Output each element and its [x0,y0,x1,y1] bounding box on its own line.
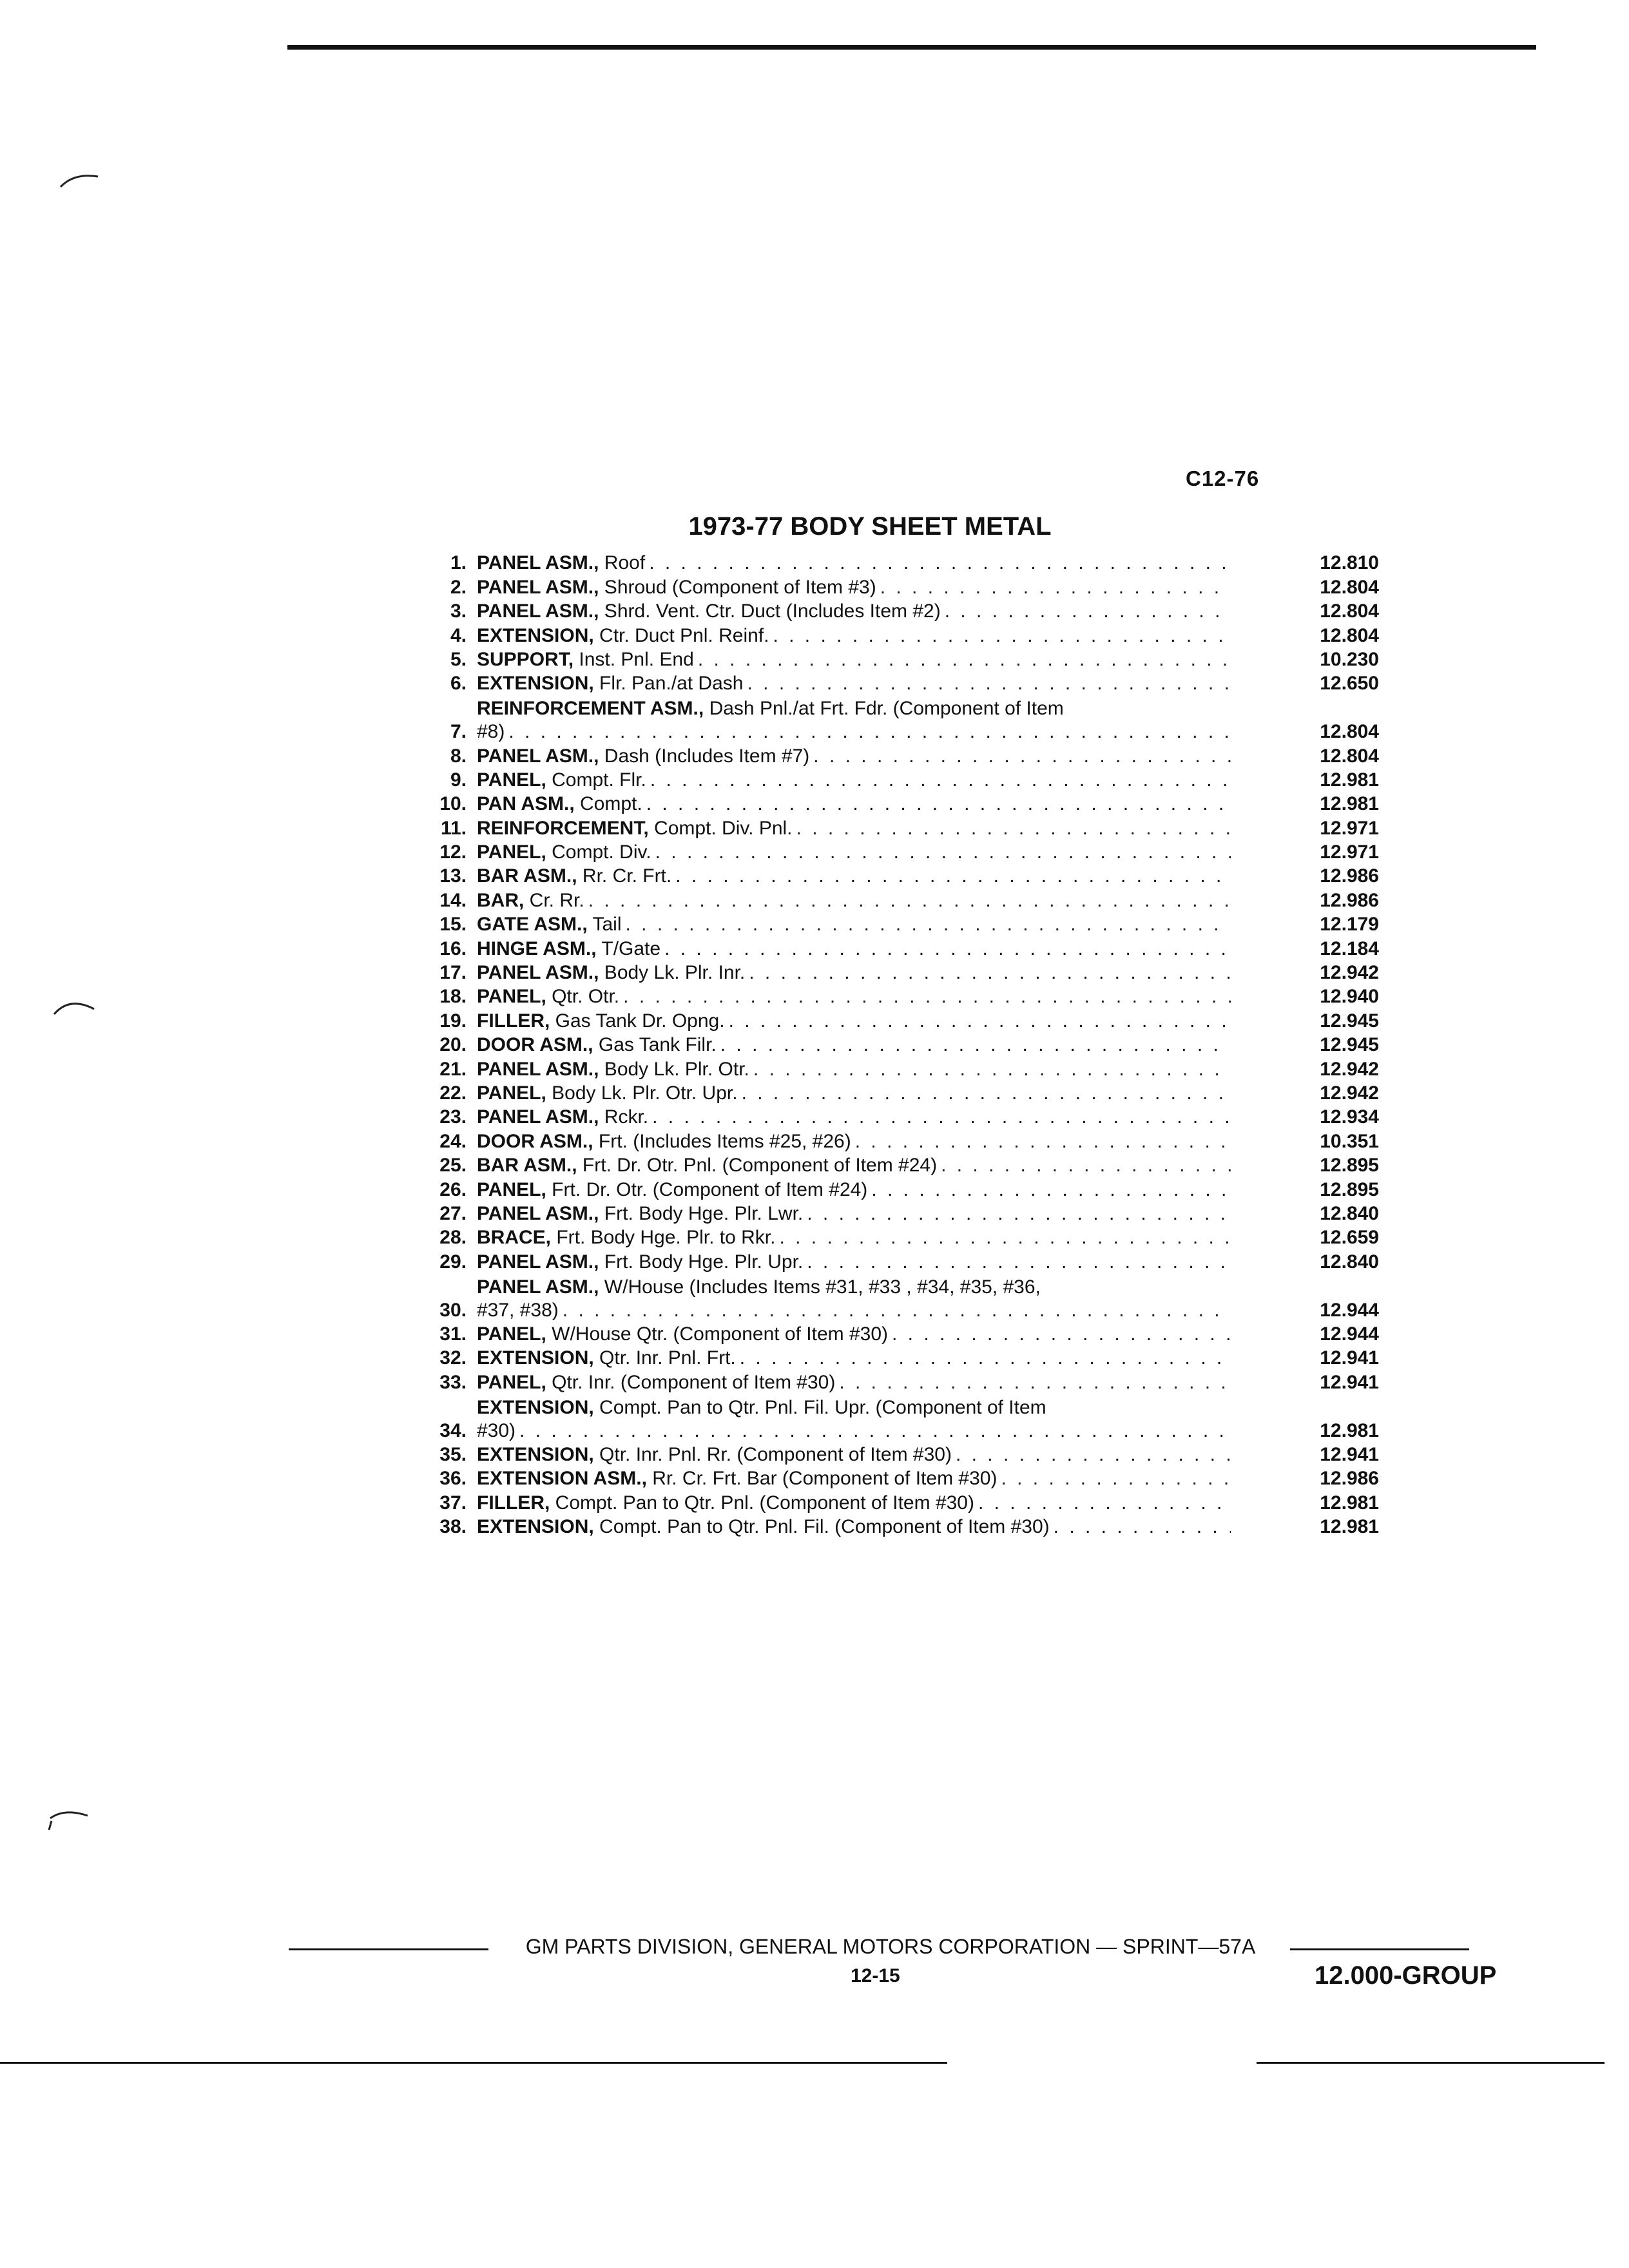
list-item [400,695,1379,744]
part-name: PANEL ASM., [477,576,599,598]
part-description: Frt. Dr. Otr. Pnl. (Component of Item #24) [577,1155,938,1177]
dot-leader [835,1371,1231,1394]
dot-leader [736,1347,1231,1370]
group-reference: 12.944 [1320,1299,1379,1321]
dot-leader [671,865,1231,888]
part-description: Tail [587,914,622,936]
part-description: Gas Tank Dr. Opng. [550,1010,725,1032]
part-name: BAR, [477,889,525,911]
dot-leader [809,745,1231,768]
part-name: REINFORCEMENT, [477,817,649,839]
item-number: 38. [439,1516,467,1538]
item-number: 37. [439,1492,467,1514]
part-name: PANEL, [477,1323,546,1345]
part-description: Compt. Pan to Qtr. Pnl. (Component of Item #30) [550,1492,974,1514]
part-name: PANEL ASM., [477,745,599,767]
list-item [400,1153,1379,1177]
list-item [400,985,1379,1008]
part-description: Body Lk. Plr. Inr. [599,962,746,984]
list-item [400,912,1379,936]
footer-rule-right [1290,1948,1469,1950]
item-number: 35. [439,1443,467,1465]
dot-leader [743,672,1231,695]
list-item [400,1394,1379,1443]
group-reference: 12.650 [1320,673,1379,695]
dot-leader [646,769,1231,792]
group-reference: 12.895 [1320,1178,1379,1200]
dot-leader [559,1299,1231,1322]
dot-leader [660,937,1231,961]
dot-leader [725,1010,1231,1033]
list-item [400,961,1379,985]
item-number: 27. [439,1202,467,1224]
dot-leader [745,961,1231,985]
dot-leader [888,1323,1231,1346]
dot-leader [1050,1515,1231,1539]
punch-hole-mark [52,992,97,1018]
item-number: 15. [439,914,467,936]
list-item [400,1322,1379,1346]
dot-leader [803,1251,1231,1274]
part-description: Compt. Pan to Qtr. Pnl. Fil. (Component of Item #30) [593,1516,1050,1538]
group-reference: 12.981 [1320,769,1379,791]
group-reference: 12.810 [1320,552,1379,574]
part-name: PANEL ASM., [477,1058,599,1080]
group-reference: 12.804 [1320,721,1379,743]
part-name: PANEL ASM., [477,552,599,574]
part-description: Rr. Cr. Frt. Bar (Component of Item #30) [646,1468,998,1490]
dot-leader [876,576,1231,599]
footer-text: GM PARTS DIVISION, GENERAL MOTORS CORPORATION — SPRINT—57A [525,1935,1256,1958]
group-reference: 12.986 [1320,889,1379,911]
part-description: Compt. Div. Pnl. [648,817,793,839]
item-number: 3. [450,601,467,622]
parts-list [400,551,1379,1539]
part-description: Ctr. Duct Pnl. Reinf. [593,624,769,646]
dot-leader [974,1492,1231,1515]
group-reference: 12.945 [1320,1034,1379,1056]
part-description: Dash (Includes Item #7) [599,745,810,767]
group-reference: 12.981 [1320,1492,1379,1514]
part-name: DOOR ASM., [477,1130,593,1152]
part-description: Shroud (Component of Item #3) [599,576,876,598]
part-name: EXTENSION ASM., [477,1468,647,1490]
group-reference: 12.944 [1320,1323,1379,1345]
group-reference: 10.230 [1320,648,1379,670]
item-number: 17. [439,962,467,984]
part-description: Body Lk. Plr. Otr. Upr. [546,1082,738,1104]
list-item [400,864,1379,888]
part-name: PANEL ASM., [477,962,599,984]
list-item [400,1008,1379,1032]
list-item [400,768,1379,792]
bottom-rule-left [0,2062,947,2064]
list-item [400,1466,1379,1490]
dot-leader [642,793,1231,816]
part-description: Rckr. [599,1106,649,1128]
item-number: 7. [450,721,467,743]
group-reference: 12.986 [1320,865,1379,887]
list-item [400,1490,1379,1514]
part-name: EXTENSION, [477,1516,594,1538]
item-number: 19. [439,1010,467,1032]
list-item [400,671,1379,695]
group-reference: 12.895 [1320,1155,1379,1177]
item-number: 9. [450,769,467,791]
list-item [400,1129,1379,1153]
group-reference: 12.971 [1320,817,1379,839]
part-description: Rr. Cr. Frt. [577,865,672,887]
item-number: 25. [439,1155,467,1177]
part-name: DOOR ASM., [477,1034,593,1056]
part-name: FILLER, [477,1010,550,1032]
group-reference: 12.942 [1320,1058,1379,1080]
part-description: Body Lk. Plr. Otr. [599,1058,749,1080]
part-name: PANEL ASM., [477,1251,599,1273]
group-reference: 12.934 [1320,1106,1379,1128]
dot-leader [516,1419,1231,1443]
part-description: Compt. Pan to Qtr. Pnl. Fil. Upr. (Component of Item [593,1396,1046,1418]
part-name: GATE ASM., [477,914,588,936]
list-item [400,1033,1379,1057]
part-name: EXTENSION, [477,1443,594,1465]
item-number: 22. [439,1082,467,1104]
part-name: PANEL, [477,841,546,863]
list-item [400,1370,1379,1394]
item-number: 26. [439,1178,467,1200]
item-number: 2. [450,576,467,598]
part-name: PANEL, [477,769,546,791]
part-name: PANEL ASM., [477,1106,599,1128]
part-name: PANEL, [477,1178,546,1200]
list-item [400,551,1379,575]
part-name: BAR ASM., [477,865,577,887]
list-item [400,1081,1379,1105]
list-item [400,1249,1379,1273]
part-description: Gas Tank Filr. [593,1034,717,1056]
part-description: Compt. Div. [546,841,651,863]
part-name: EXTENSION, [477,624,594,646]
item-number: 20. [439,1034,467,1056]
group-reference: 12.942 [1320,1082,1379,1104]
item-number: 28. [439,1227,467,1249]
item-number: 23. [439,1106,467,1128]
group-reference: 12.986 [1320,1468,1379,1490]
item-number: 16. [439,937,467,959]
part-description: Flr. Pan./at Dash [593,673,744,695]
page-number: 12-15 [851,1965,900,1986]
item-number: 8. [450,745,467,767]
list-item [400,1274,1379,1322]
part-name: FILLER, [477,1492,550,1514]
list-item [400,1057,1379,1081]
part-name: EXTENSION, [477,673,594,695]
part-name: PANEL ASM., [477,1202,599,1224]
page-code: C12-76 [1186,466,1260,490]
group-reference: 12.804 [1320,576,1379,598]
group-reference: 12.941 [1320,1347,1379,1369]
item-number: 36. [439,1468,467,1490]
item-number: 21. [439,1058,467,1080]
part-description: Dash Pnl./at Frt. Fdr. (Component of Item [704,698,1064,720]
group-reference: 12.804 [1320,601,1379,622]
part-description: Shrd. Vent. Ctr. Duct (Includes Item #2) [599,601,941,622]
list-item [400,599,1379,623]
group-reference: 12.184 [1320,937,1379,959]
part-description-continued: #30) [477,1419,516,1441]
item-number: 12. [439,841,467,863]
group-reference: 12.659 [1320,1227,1379,1249]
part-description: Inst. Pnl. End [574,648,694,670]
item-number: 14. [439,889,467,911]
part-description: W/House (Includes Items #31, #33 , #34, #35, #36, [599,1276,1041,1298]
part-name: PANEL, [477,1371,546,1393]
part-description-continued: #8) [477,721,505,743]
item-number: 11. [440,817,467,839]
part-description: Compt. [574,793,642,815]
dot-leader [505,720,1231,744]
group-reference: 10.351 [1320,1130,1379,1152]
part-name: REINFORCEMENT ASM., [477,698,704,720]
group-reference: 12.840 [1320,1251,1379,1273]
dot-leader [694,648,1231,671]
group-label: 12.000-GROUP [1315,1961,1497,1990]
list-item [400,1225,1379,1249]
dot-leader [851,1130,1231,1153]
part-description: W/House Qtr. (Component of Item #30) [546,1323,889,1345]
group-reference: 12.804 [1320,745,1379,767]
item-number: 18. [439,986,467,1008]
dot-leader [648,1106,1231,1129]
group-reference: 12.940 [1320,986,1379,1008]
part-description: Qtr. Inr. Pnl. Frt. [593,1347,736,1369]
part-name: PANEL ASM., [477,601,599,622]
part-description: T/Gate [596,937,661,959]
list-item [400,936,1379,960]
part-name: SUPPORT, [477,648,574,670]
list-item [400,1105,1379,1129]
item-number: 13. [439,865,467,887]
part-name: BAR ASM., [477,1155,577,1177]
footer-rule-left [289,1948,488,1950]
dot-leader [952,1443,1231,1466]
list-item [400,575,1379,599]
dot-leader [651,841,1231,864]
group-reference: 12.981 [1320,793,1379,815]
part-name: PANEL, [477,1082,546,1104]
group-reference: 12.804 [1320,624,1379,646]
dot-leader [619,985,1231,1008]
item-number: 32. [439,1347,467,1369]
item-number: 30. [439,1299,467,1321]
top-rule [287,45,1536,50]
dot-leader [738,1082,1231,1105]
part-description: Frt. Dr. Otr. (Component of Item #24) [546,1178,868,1200]
group-reference: 12.971 [1320,841,1379,863]
item-number: 6. [450,673,467,695]
group-reference: 12.981 [1320,1419,1379,1441]
part-name: EXTENSION, [477,1347,594,1369]
list-item [400,1443,1379,1466]
group-reference: 12.179 [1320,914,1379,936]
item-number: 1. [450,552,467,574]
dot-leader [867,1178,1231,1202]
list-item [400,1177,1379,1201]
item-number: 4. [450,624,467,646]
part-description: Frt. Body Hge. Plr. Lwr. [599,1202,804,1224]
part-description: Compt. Flr. [546,769,646,791]
dot-leader [937,1154,1231,1177]
part-name: PANEL ASM., [477,1276,599,1298]
dot-leader [803,1202,1231,1225]
dot-leader [793,817,1231,840]
list-item [400,888,1379,912]
list-item [400,792,1379,816]
group-reference: 12.941 [1320,1443,1379,1465]
part-description: Qtr. Inr. Pnl. Rr. (Component of Item #30) [593,1443,952,1465]
part-description: Frt. Body Hge. Plr. Upr. [599,1251,804,1273]
page-title: 1973-77 BODY SHEET METAL [688,512,1052,541]
list-item [400,1515,1379,1539]
part-description: Roof [599,552,646,574]
punch-hole-mark [45,1804,90,1830]
dot-leader [717,1033,1231,1057]
dot-leader [621,913,1231,936]
list-item [400,648,1379,671]
group-reference: 12.941 [1320,1371,1379,1393]
list-item [400,744,1379,767]
item-number: 31. [439,1323,467,1345]
list-item [400,1202,1379,1225]
item-number: 29. [439,1251,467,1273]
item-number: 5. [450,648,467,670]
part-description: Qtr. Otr. [546,986,620,1008]
group-reference: 12.945 [1320,1010,1379,1032]
item-number: 24. [439,1130,467,1152]
punch-hole-mark [58,168,103,193]
dot-leader [769,624,1231,648]
group-reference: 12.840 [1320,1202,1379,1224]
dot-leader [645,552,1231,575]
part-name: PANEL, [477,986,546,1008]
part-name: PAN ASM., [477,793,575,815]
item-number: 34. [439,1419,467,1441]
bottom-rule-right [1257,2062,1605,2064]
item-number: 33. [439,1371,467,1393]
part-description: Frt. (Includes Items #25, #26) [593,1130,851,1152]
list-item [400,816,1379,840]
list-item [400,1346,1379,1370]
dot-leader [775,1226,1231,1249]
item-number: 10. [439,793,467,815]
part-name: HINGE ASM., [477,937,597,959]
part-name: EXTENSION, [477,1396,594,1418]
list-item [400,840,1379,864]
dot-leader [584,889,1231,912]
part-description: Frt. Body Hge. Plr. to Rkr. [551,1227,776,1249]
part-description: Qtr. Inr. (Component of Item #30) [546,1371,836,1393]
group-reference: 12.981 [1320,1516,1379,1538]
part-description-continued: #37, #38) [477,1299,559,1321]
part-description: Cr. Rr. [524,889,584,911]
part-name: BRACE, [477,1227,552,1249]
group-reference: 12.942 [1320,962,1379,984]
dot-leader [941,600,1231,623]
list-item [400,623,1379,647]
dot-leader [997,1467,1231,1490]
dot-leader [749,1058,1231,1081]
